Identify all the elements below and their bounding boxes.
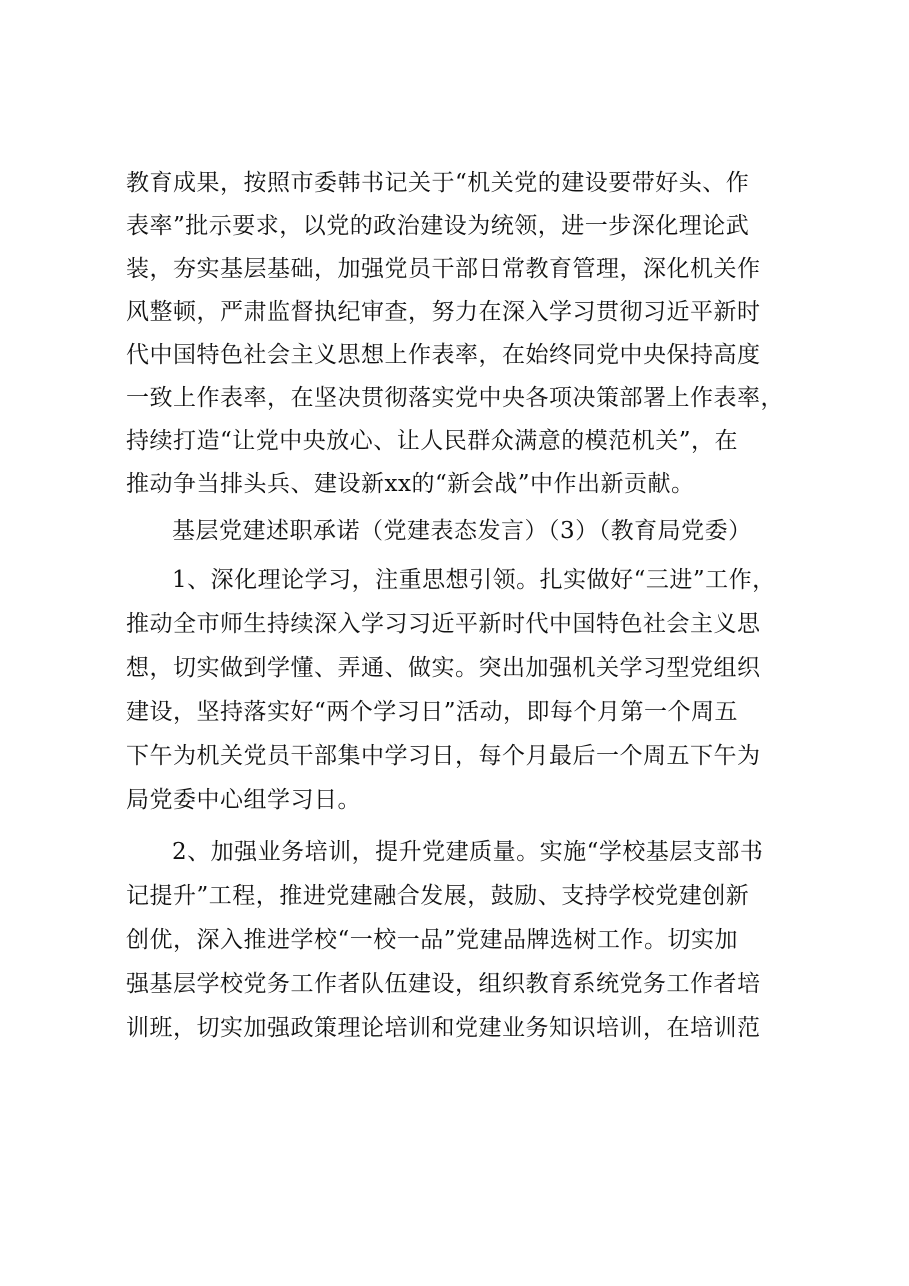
- paragraph-1-line-8: 推动争当排头兵、建设新xx的“新会战”中作出新贡献。: [126, 471, 695, 497]
- paragraph-2-line-5: 下午为机关党员干部集中学习日，每个月最后一个周五下午为: [126, 743, 761, 769]
- paragraph-3-line-5: 训班，切实加强政策理论培训和党建业务知识培训，在培训范: [126, 1015, 761, 1041]
- paragraph-1-line-6: 一致上作表率，在坚决贯彻落实党中央各项决策部署上作表率，: [126, 385, 784, 411]
- paragraph-1-line-2: 表率”批示要求，以党的政治建设为统领，进一步深化理论武: [126, 213, 750, 239]
- section-title: 基层党建述职承诺（党建表态发言）（3）（教育局党委）: [172, 518, 752, 544]
- paragraph-1-line-3: 装，夯实基层基础，加强党员干部日常教育管理，深化机关作: [126, 256, 761, 282]
- paragraph-3-line-4: 强基层学校党务工作者队伍建设，组织教育系统党务工作者培: [126, 971, 761, 997]
- paragraph-3-line-1: 2、加强业务培训，提升党建质量。实施“学校基层支部书: [172, 839, 764, 865]
- paragraph-1-line-1: 教育成果，按照市委韩书记关于“机关党的建设要带好头、作: [126, 170, 750, 196]
- paragraph-1-line-7: 持续打造“让党中央放心、让人民群众满意的模范机关”，在: [126, 428, 739, 454]
- paragraph-2-line-4: 建设，坚持落实好“两个学习日”活动，即每个月第一个周五: [126, 699, 739, 725]
- paragraph-3-line-2: 记提升”工程，推进党建融合发展，鼓励、支持学校党建创新: [126, 883, 750, 909]
- paragraph-3-line-3: 创优，深入推进学校“一校一品”党建品牌选树工作。切实加: [126, 927, 739, 953]
- paragraph-2-line-1: 1、深化理论学习，注重思想引领。扎实做好“三进”工作，: [172, 567, 776, 593]
- paragraph-2-line-2: 推动全市师生持续深入学习习近平新时代中国特色社会主义思: [126, 611, 761, 637]
- paragraph-2-line-3: 想，切实做到学懂、弄通、做实。突出加强机关学习型党组织: [126, 655, 761, 681]
- paragraph-1-line-4: 风整顿，严肃监督执纪审查，努力在深入学习贯彻习近平新时: [126, 299, 761, 325]
- paragraph-2-line-6: 局党委中心组学习日。: [126, 787, 361, 813]
- paragraph-1-line-5: 代中国特色社会主义思想上作表率，在始终同党中央保持高度: [126, 342, 761, 368]
